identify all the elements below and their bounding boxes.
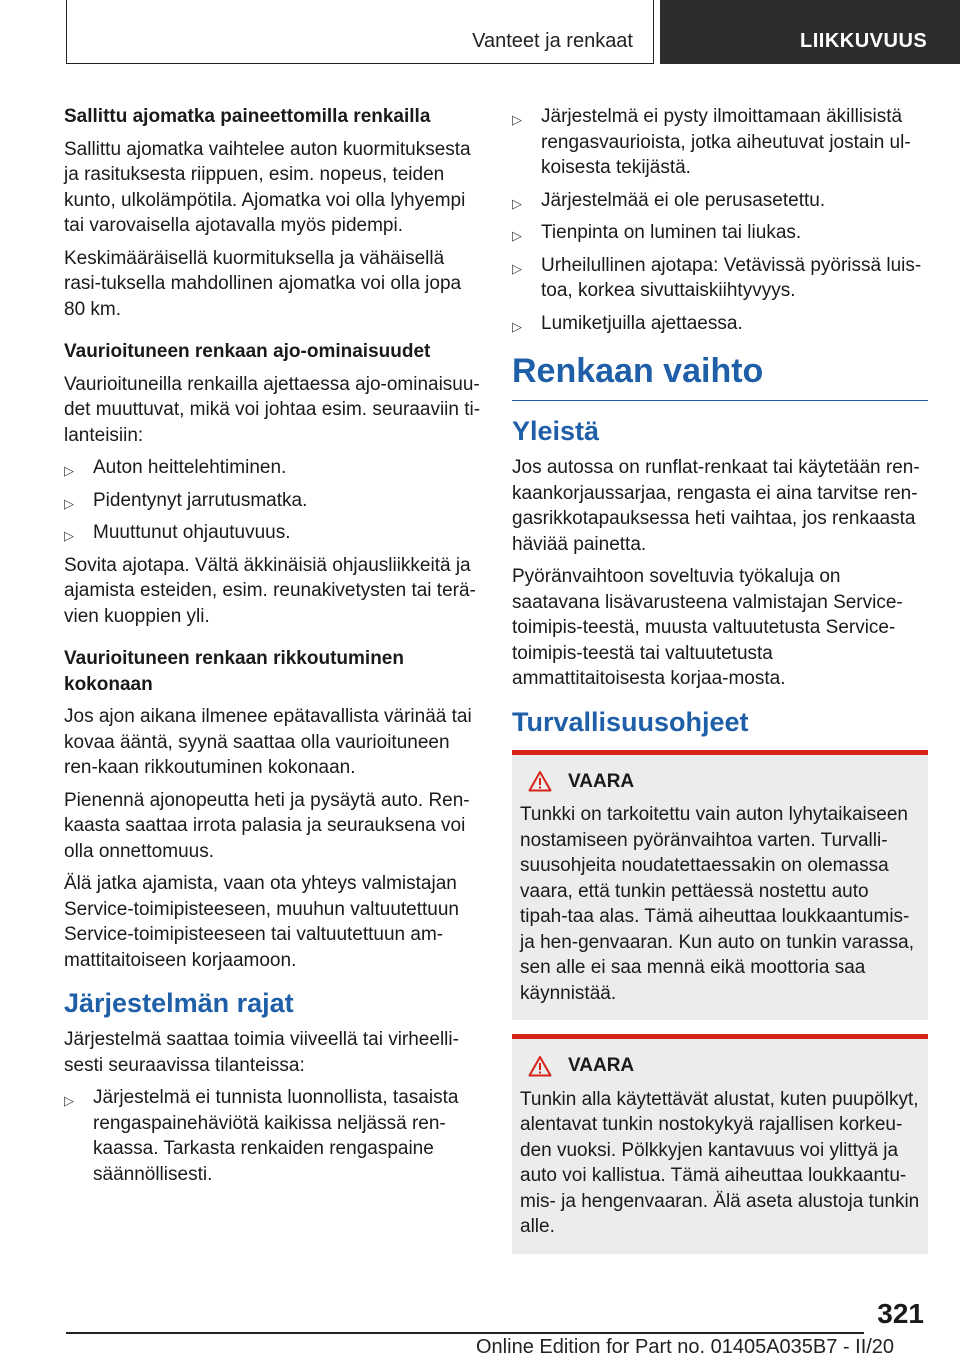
warning-header [520, 1053, 920, 1079]
header-section-frame [66, 0, 654, 64]
triangle-bullet-icon: ▷ [64, 463, 74, 478]
bullet-list [64, 1085, 482, 1187]
bullet-list [64, 455, 482, 546]
paragraph: Älä jatka ajamista, vaan ota yhteys valmistajan Service-toimipisteeseen, muuhun valtuutettuun Service-toimipisteeseen tai valtuutettuun am-mattitaitoiseen korjaamoon. [64, 873, 460, 971]
list-item: ▷ Auton heittelehtiminen. [64, 455, 482, 481]
warning-label: VAARA [568, 770, 635, 792]
heading-system-limits: Järjestelmän rajat [64, 988, 294, 1018]
subheading-allowed-distance: Sallittu ajomatka paineettomilla renkailla [64, 106, 431, 127]
triangle-bullet-icon: ▷ [64, 528, 74, 543]
header-chapter-tab [660, 0, 960, 64]
warning-header [520, 769, 920, 795]
paragraph: Vaurioituneilla renkailla ajettaessa ajo-ominaisuu-det muuttuvat, mikä voi johtaa esim. seuraaviin ti-lanteisiin: [64, 373, 481, 446]
paragraph: Keskimääräisellä kuormituksella ja vähäisellä rasi-tuksella mahdollinen ajomatka voi olla jopa 80 km. [64, 247, 462, 320]
heading-safety-instructions: Turvallisuusohjeet [512, 706, 749, 737]
list-item: ▷ Järjestelmää ei ole perusasetettu. [512, 188, 928, 214]
subheading-tire-failure: Vaurioituneen renkaan rikkoutuminen kokonaan [64, 648, 404, 695]
triangle-bullet-icon: ▷ [64, 495, 74, 511]
paragraph: Pyöränvaihtoon soveltuvia työkaluja on saatavana lisävarusteena valmistajan Service-toimipis-teestä, muusta valtuutetusta Service-toimipis-teestä tai valtuutetusta ammattitaitoisesta korjaa-mosta. [512, 566, 903, 689]
triangle-bullet-icon: ▷ [512, 112, 522, 127]
triangle-bullet-icon: ▷ [512, 260, 522, 276]
right-column [512, 104, 928, 1254]
warning-text: Tunkin alla käytettävät alustat, kuten puupölkyt, alentavat tunkin nostokykyä rajallisen korkeu-den vuoksi. Pölkkyjen kantavuus voi ylittyä ja auto voi kallistua. Tämä aiheuttaa loukkaantu-mis- ja hengenvaaran. Älä aseta alustoja tunkin alle. [520, 1088, 920, 1237]
list-item: ▷ Järjestelmä ei pysty ilmoittamaan äkillisistä rengasvaurioista, jotka aiheutuvat jostain ul-koisesta tekijästä. [512, 106, 911, 178]
warning-label: VAARA [568, 1055, 635, 1076]
footer-edition: Online Edition for Part no. 01405A035B7 - II/20 [476, 1336, 895, 1358]
triangle-bullet-icon: ▷ [512, 228, 522, 243]
triangle-bullet-icon: ▷ [512, 195, 522, 211]
paragraph: Jos ajon aikana ilmenee epätavallista värinää tai kovaa ääntä, syynä saattaa olla vaurioituneen ren-kaan rikkoutuminen kokonaan. [64, 706, 472, 778]
paragraph: Sallittu ajomatka vaihtelee auton kuormituksesta ja rasituksesta riippuen, esim. nopeus, teiden kunto, ulkolämpötila. Ajomatka voi olla lyhyempi tai varovaisella ajotavalla myös pidempi. [64, 138, 471, 236]
warning-text: Tunkki on tarkoitettu vain auton lyhytaikaiseen nostamiseen pyöränvaihtoa varten. Turvalli-suusohjeita noudatettaessakin on olemassa vaara, että tunkin pettäessä nostettu auto tipah-taa alas. Tämä aiheuttaa loukkaantumis- ja hen-genvaaran. Kun auto on tunkin varassa, sen alle ei saa mennä eikä moottoria saa käynnistää. [520, 804, 914, 1004]
list-item: ▷ Pidentynyt jarrutusmatka. [64, 488, 482, 514]
left-column [64, 104, 482, 1194]
triangle-bullet-icon: ▷ [512, 318, 522, 334]
header-chapter-title: LIIKKUVUUS [800, 30, 928, 52]
warning-triangle-icon [528, 1055, 552, 1077]
warning-box [512, 750, 928, 1021]
warning-triangle-icon [528, 770, 552, 792]
bullet-list [512, 104, 928, 336]
list-item: ▷ Urheilullinen ajotapa: Vetävissä pyörissä luis-toa, korkea sivuttaiskiihtyvyys. [512, 254, 922, 301]
header-section-title: Vanteet ja renkaat [472, 30, 633, 52]
page-number: 321 [877, 1298, 924, 1329]
heading-general: Yleistä [512, 416, 600, 446]
triangle-bullet-icon: ▷ [64, 1093, 74, 1108]
list-item: ▷ Järjestelmä ei tunnista luonnollista, tasaista rengaspainehäviötä kaikissa neljässä ren-kaassa. Tarkasta renkaiden rengaspaine säännöllisesti. [64, 1087, 459, 1185]
paragraph: Sovita ajotapa. Vältä äkkinäisiä ohjausliikkeitä ja ajamista esteiden, esim. reunakivetysten tai terä-vien kuoppien yli. [64, 554, 476, 627]
list-item: ▷ Lumiketjuilla ajettaessa. [512, 311, 928, 337]
paragraph: Järjestelmä saattaa toimia viiveellä tai virheelli-sesti seuraavissa tilanteissa: [64, 1029, 459, 1076]
footer-divider [66, 1332, 864, 1334]
list-item: ▷ Tienpinta on luminen tai liukas. [512, 220, 928, 246]
list-item: ▷ Muuttunut ohjautuvuus. [64, 520, 482, 546]
warning-box [512, 1034, 928, 1254]
heading-tire-change: Renkaan vaihto [512, 350, 928, 401]
paragraph: Pienennä ajonopeutta heti ja pysäytä auto. Ren-kaasta saattaa irrota palasia ja seurauksena voi olla onnettomuus. [64, 789, 470, 862]
paragraph: Jos autossa on runflat-renkaat tai käytetään ren-kaankorjaussarjaa, rengasta ei aina tarvitse ren-gasrikkotapauksessa heti vaihtaa, jos renkaasta häviää painetta. [512, 457, 920, 555]
subheading-damaged-tire-handling: Vaurioituneen renkaan ajo-ominaisuudet [64, 341, 431, 362]
